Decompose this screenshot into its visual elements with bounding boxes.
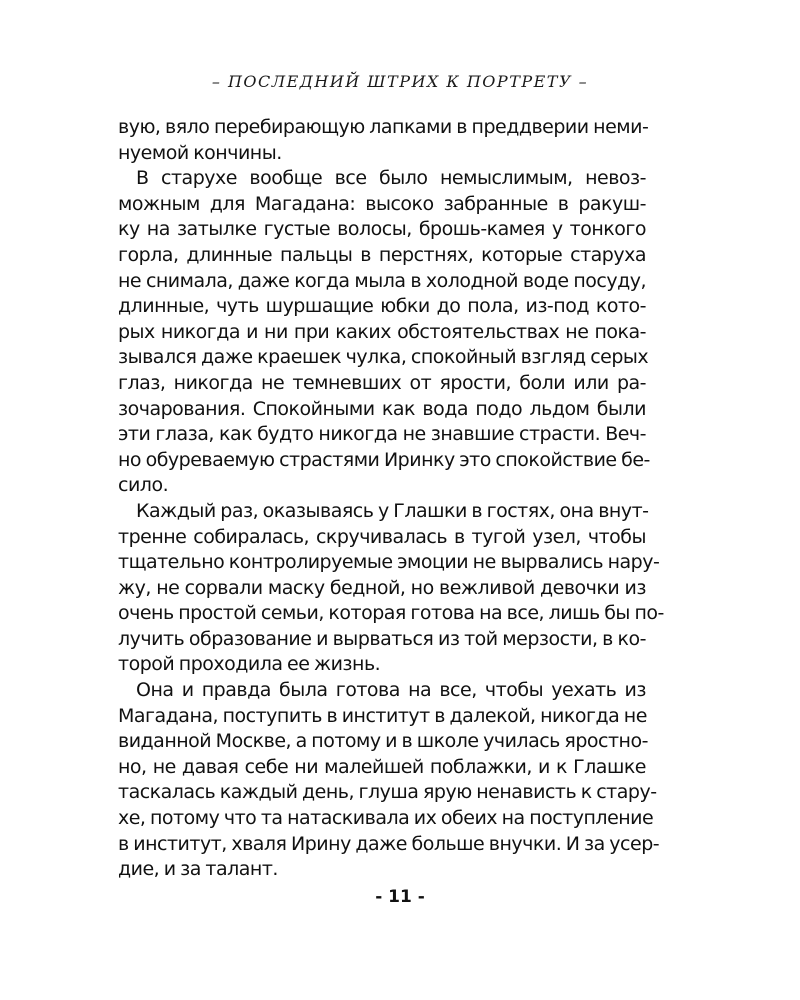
- text-line: таскалась каждый день, глуша ярую ненависть к стару-: [118, 781, 657, 804]
- page-number: - 11 -: [375, 887, 425, 907]
- text-line: торой проходила ее жизнь.: [118, 653, 381, 676]
- text-line: Магадана, поступить в институт в далекой, никогда не: [118, 704, 647, 727]
- text-line: ку на затылке густые волосы, брошь-камея у тонкого: [118, 218, 646, 241]
- text-line: сило.: [118, 474, 169, 497]
- text-line: виданной Москве, а потому и в школе училась яростно-: [118, 730, 648, 753]
- running-head: – ПОСЛЕДНИЙ ШТРИХ К ПОРТРЕТУ –: [211, 72, 589, 91]
- text-line: лучить образование и вырваться из той мерзости, в ко-: [118, 627, 646, 650]
- text-line: можным для Магадана: высоко забранные в ракуш-: [118, 192, 646, 215]
- text-line: не снимала, даже когда мыла в холодной воде посуду,: [118, 269, 646, 292]
- text-line: тщательно контролируемые эмоции не вырвались нару-: [118, 551, 660, 574]
- text-line: рых никогда и ни при каких обстоятельствах не пока-: [118, 320, 646, 343]
- text-line: дие, и за талант.: [118, 858, 278, 881]
- text-line: Каждый раз, оказываясь у Глашки в гостях, она внут-: [136, 499, 649, 522]
- text-line: вую, вяло перебирающую лапками в преддверии неми-: [118, 116, 649, 138]
- text-line: тренне собиралась, скручивалась в тугой узел, чтобы: [118, 525, 646, 548]
- text-line: глаз, никогда не темневших от ярости, боли или ра-: [118, 371, 646, 394]
- text-line: горла, длинные пальцы в перстнях, которые старуха: [118, 243, 646, 266]
- text-line: но обуреваемую страстями Иринку это спокойствие бе-: [118, 448, 650, 471]
- text-line: зывался даже краешек чулка, спокойный взгляд серых: [118, 346, 649, 369]
- text-line: зочарования. Спокойными как вода подо льдом были: [118, 397, 646, 420]
- body-text: [118, 115, 664, 883]
- text-line: Она и правда была готова на все, чтобы уехать из: [136, 679, 646, 702]
- text-line: эти глаза, как будто никогда не знавшие страсти. Веч-: [118, 423, 646, 446]
- text-line: нуемой кончины.: [118, 141, 282, 164]
- text-line: жу, не сорвали маску бедной, но вежливой девочки из: [118, 576, 646, 599]
- text-line: очень простой семьи, которая готова на все, лишь бы по-: [118, 602, 664, 625]
- text-line: В старухе вообще все было немыслимым, невоз-: [136, 167, 646, 190]
- text-line: длинные, чуть шуршащие юбки до пола, из-под кото-: [118, 295, 646, 318]
- text-line: хе, потому что та натаскивала их обеих на поступление: [118, 807, 654, 830]
- text-line: в институт, хваля Ирину даже больше внучки. И за усер-: [118, 832, 660, 855]
- text-line: но, не давая себе ни малейшей поблажки, и к Глашке: [118, 755, 646, 778]
